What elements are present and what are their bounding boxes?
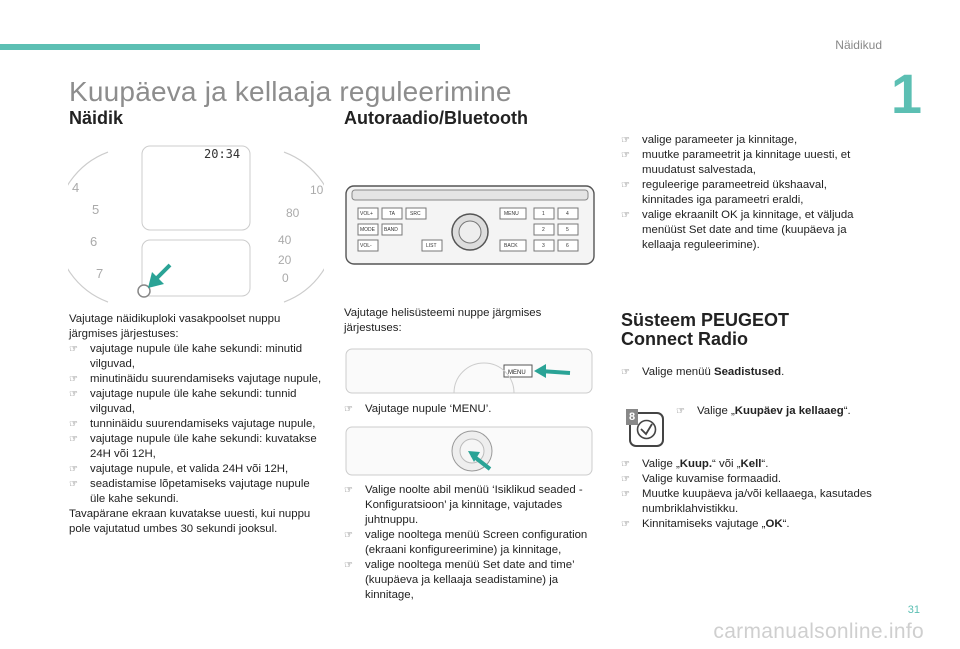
heading-line-2: Connect Radio bbox=[621, 329, 749, 349]
header-accent-bar bbox=[0, 44, 480, 50]
list-item: ☞ vajutage nupule üle kahe sekundi: kuvatakse 24H või 12H, bbox=[69, 432, 324, 462]
svg-text:MODE: MODE bbox=[360, 227, 375, 233]
list-item: ☞ minutinäidu suurendamiseks vajutage nupule, bbox=[69, 372, 324, 387]
list-item: ☞ seadistamise lõpetamiseks vajutage nupule üle kahe sekundi. bbox=[69, 477, 324, 507]
col2-intro: Vajutage helisüsteemi nuppe järgmises järjestuses: bbox=[344, 307, 542, 334]
svg-text:LIST: LIST bbox=[426, 243, 437, 249]
list-item: ☞ valige parameeter ja kinnitage, bbox=[621, 133, 879, 148]
radio-menu-button-illustration bbox=[344, 347, 594, 395]
list-item: ☞ Valige „Kuupäev ja kellaaeg“. bbox=[676, 404, 876, 419]
svg-text:6: 6 bbox=[566, 243, 569, 249]
col1-intro: Vajutage näidikuploki vasakpoolset nuppu järgmises järjestuses: bbox=[69, 313, 281, 340]
svg-text:VOL+: VOL+ bbox=[360, 211, 373, 217]
step-number-badge: 8 bbox=[626, 409, 638, 425]
svg-text:6: 6 bbox=[90, 234, 98, 249]
list-item: ☞ Valige „Kuup.“ või „Kell“. bbox=[621, 457, 879, 472]
page-title: Kuupäeva ja kellaaja reguleerimine bbox=[69, 76, 512, 107]
svg-text:VOL-: VOL- bbox=[360, 243, 372, 249]
list-item: ☞ vajutage nupule üle kahe sekundi: tunnid vilguvad, bbox=[69, 387, 324, 417]
svg-text:MENU: MENU bbox=[504, 211, 519, 217]
page-number: 31 bbox=[907, 604, 920, 616]
svg-text:20: 20 bbox=[278, 253, 292, 267]
svg-text:40: 40 bbox=[278, 233, 292, 247]
col2-menu-step bbox=[344, 402, 594, 417]
col3-step2 bbox=[676, 404, 876, 419]
svg-text:5: 5 bbox=[92, 202, 100, 217]
svg-text:2: 2 bbox=[542, 227, 545, 233]
list-item: ☞ muutke parameetrit ja kinnitage uuesti, et muudatust salvestada, bbox=[621, 148, 879, 178]
radio-knob-illustration bbox=[344, 425, 594, 477]
svg-text:5: 5 bbox=[566, 227, 569, 233]
col2-intro-block bbox=[344, 306, 594, 336]
heading-line-1: Süsteem PEUGEOT bbox=[621, 310, 790, 330]
list-item: ☞ Valige menüü Seadistused. bbox=[621, 365, 879, 380]
list-item: ☞ vajutage nupule üle kahe sekundi: minutid vilguvad, bbox=[69, 342, 324, 372]
list-item: ☞ tunninäidu suurendamiseks vajutage nupule, bbox=[69, 417, 324, 432]
list-item: ☞ Valige noolte abil menüü ‘Isiklikud seaded - Konfiguratsioon’ ja kinnitage, vajutades juhtnuppu. bbox=[344, 483, 599, 528]
cluster-display-time: 20:34 bbox=[204, 147, 241, 161]
col1-steps bbox=[69, 342, 324, 507]
list-item: ☞ reguleerige parameetreid ükshaaval, kinnitades iga parameetri eraldi, bbox=[621, 178, 879, 208]
list-item: ☞ Muutke kuupäeva ja/või kellaaega, kasutades numbriklahvistikku. bbox=[621, 487, 879, 517]
col1-text bbox=[69, 312, 324, 537]
list-item: ☞ vajutage nupule, et valida 24H või 12H, bbox=[69, 462, 324, 477]
list-item: ☞ Vajutage nupule ‘MENU’. bbox=[344, 402, 594, 417]
cluster-left-button bbox=[138, 285, 150, 297]
col2-steps-block bbox=[344, 483, 599, 603]
svg-text:80: 80 bbox=[286, 206, 300, 220]
heading-peugeot-connect bbox=[621, 311, 789, 349]
col3-top-steps bbox=[621, 133, 879, 253]
svg-text:4: 4 bbox=[72, 180, 80, 195]
svg-text:BACK: BACK bbox=[504, 243, 518, 249]
svg-text:1: 1 bbox=[542, 211, 545, 217]
list-item: ☞ valige ekraanilt OK ja kinnitage, et väljuda menüüst Set date and time (kuupäeva ja kellaaja reguleerimine). bbox=[621, 208, 879, 253]
svg-text:TA: TA bbox=[389, 211, 396, 217]
svg-text:3: 3 bbox=[542, 243, 545, 249]
arrow-icon bbox=[156, 265, 170, 279]
svg-text:0: 0 bbox=[282, 271, 289, 285]
instrument-cluster-illustration bbox=[68, 142, 324, 304]
col3-steps-rest bbox=[621, 457, 879, 532]
chapter-number: 1 bbox=[890, 62, 922, 125]
svg-text:7: 7 bbox=[96, 266, 104, 281]
list-item: ☞ valige nooltega menüü Screen configuration (ekraani konfigureerimine) ja kinnitage, bbox=[344, 528, 599, 558]
list-item: ☞ Kinnitamiseks vajutage „OK“. bbox=[621, 517, 879, 532]
col3-step1 bbox=[621, 365, 879, 380]
svg-text:MENU: MENU bbox=[508, 370, 526, 376]
svg-text:10: 10 bbox=[310, 183, 324, 197]
heading-naidik: Näidik bbox=[69, 108, 124, 128]
watermark: carmanualsonline.info bbox=[713, 620, 924, 643]
list-item: ☞ Valige kuvamise formaadid. bbox=[621, 472, 879, 487]
heading-autoraadio: Autoraadio/Bluetooth bbox=[344, 108, 528, 128]
section-label: Näidikud bbox=[835, 38, 882, 52]
svg-text:SRC: SRC bbox=[410, 211, 421, 217]
svg-text:4: 4 bbox=[566, 211, 569, 217]
radio-panel-illustration bbox=[344, 184, 596, 266]
col1-outro: Tavapärane ekraan kuvatakse uuesti, kui nuppu pole vajutatud umbes 30 sekundi jooksul. bbox=[69, 508, 311, 535]
list-item: ☞ valige nooltega menüü Set date and time’ (kuupäeva ja kellaaja seadistamine) ja kinnitage, bbox=[344, 558, 599, 603]
svg-text:BAND: BAND bbox=[384, 227, 398, 233]
